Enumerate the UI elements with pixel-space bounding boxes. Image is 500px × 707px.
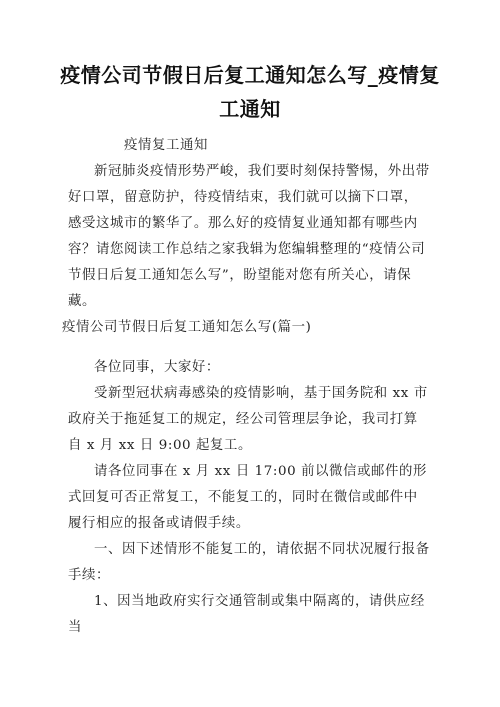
section-heading: 疫情公司节假日后复工通知怎么写(篇一) — [62, 320, 312, 335]
document-title: 疫情公司节假日后复工通知怎么写_疫情复工通知 — [60, 63, 440, 121]
document-body — [62, 133, 430, 641]
body-paragraph-1: 受新型冠状病毒感染的疫情影响，基于国务院和 xx 市政府关于拖延复工的规定，经公司管理层争论，我司打算自 x 月 xx 日 9:00 起复工。 — [68, 386, 428, 453]
intro-paragraph: 新冠肺炎疫情形势严峻，我们要时刻保持警惕，外出带好口罩，留意防护，待疫情结束，我们就可以摘下口罩，感受这城市的繁华了。那么好的疫情复业通知都有哪些内容？请您阅读工作总结之家我辑为您编辑整理的“疫情公司节假日后复工通知怎么写”，盼望能对您有所关心，请保藏。 — [68, 164, 430, 309]
document-subtitle: 疫情复工通知 — [124, 138, 208, 153]
blank-line — [78, 341, 430, 355]
greeting-paragraph: 各位同事，大家好： — [94, 360, 220, 375]
body-paragraph-3: 一、因下述情形不能复工的，请依据不同状况履行报备手续： — [68, 542, 430, 583]
body-paragraph-4: 1、因当地政府实行交通管制或集中隔离的，请供应经当 — [68, 594, 425, 635]
body-paragraph-2: 请各位同事在 x 月 xx 日 17:00 前以微信或邮件的形式回复可否正常复工，不能复工的，同时在微信或邮件中履行相应的报备或请假手续。 — [68, 464, 428, 531]
